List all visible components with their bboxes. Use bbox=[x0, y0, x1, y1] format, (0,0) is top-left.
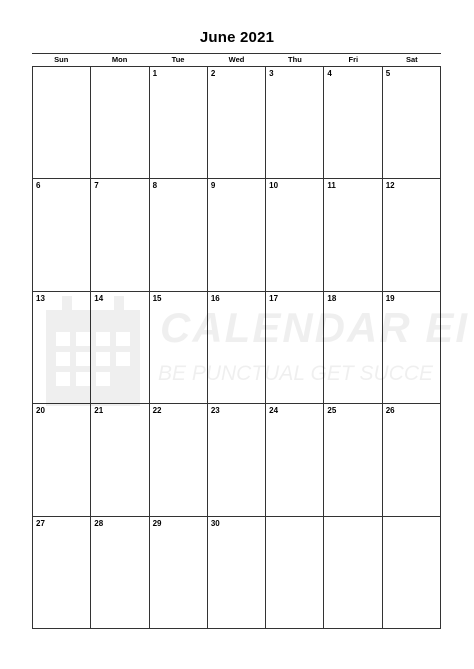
weekday-wed: Wed bbox=[228, 55, 245, 64]
day-number: 23 bbox=[210, 406, 220, 416]
day-cell bbox=[91, 292, 149, 404]
weekday-sat: Sat bbox=[405, 55, 418, 64]
day-number: 28 bbox=[94, 518, 104, 528]
day-cell bbox=[33, 67, 91, 179]
day-cell bbox=[150, 404, 208, 516]
day-cell bbox=[383, 292, 441, 404]
weekday-fri: Fri bbox=[348, 55, 359, 64]
day-number: 29 bbox=[152, 518, 162, 528]
day-cell bbox=[383, 179, 441, 291]
day-number: 11 bbox=[327, 181, 336, 191]
day-cell bbox=[150, 517, 208, 629]
day-number: 30 bbox=[210, 518, 220, 528]
day-number: 8 bbox=[152, 181, 158, 191]
day-number: 4 bbox=[327, 69, 332, 78]
day-number: 22 bbox=[152, 406, 162, 416]
day-number: 14 bbox=[94, 293, 104, 303]
weekday-mon: Mon bbox=[111, 55, 128, 64]
day-cell bbox=[324, 67, 382, 179]
day-cell bbox=[91, 404, 149, 516]
day-cell bbox=[33, 404, 91, 516]
day-number: 15 bbox=[152, 293, 162, 303]
day-cell bbox=[383, 517, 441, 629]
day-cell bbox=[324, 179, 382, 291]
weekday-thu: Thu bbox=[288, 55, 302, 64]
day-number: 3 bbox=[269, 69, 274, 78]
day-cell bbox=[150, 179, 208, 291]
day-number: 10 bbox=[269, 181, 279, 191]
day-number: 9 bbox=[210, 181, 216, 191]
day-cell bbox=[266, 292, 324, 404]
day-cell bbox=[324, 404, 382, 516]
weekday-sun: Sun bbox=[54, 55, 69, 64]
day-cell bbox=[324, 292, 382, 404]
day-cell bbox=[208, 517, 266, 629]
day-cell bbox=[208, 179, 266, 291]
day-cell bbox=[208, 67, 266, 179]
day-cell bbox=[91, 517, 149, 629]
day-number: 26 bbox=[385, 406, 395, 416]
day-cell bbox=[33, 517, 91, 629]
day-cell bbox=[208, 292, 266, 404]
day-number: 12 bbox=[385, 181, 395, 191]
day-cell bbox=[208, 404, 266, 516]
day-cell bbox=[383, 67, 441, 179]
day-number: 1 bbox=[152, 69, 158, 78]
day-cell bbox=[266, 517, 324, 629]
day-number: 5 bbox=[385, 69, 391, 78]
day-number: 7 bbox=[94, 181, 99, 191]
day-cell bbox=[324, 517, 382, 629]
day-cell bbox=[266, 404, 324, 516]
weekday-tue: Tue bbox=[171, 55, 185, 64]
day-number: 24 bbox=[269, 406, 279, 416]
day-number: 20 bbox=[36, 406, 45, 416]
day-grid bbox=[32, 66, 441, 629]
day-number: 19 bbox=[385, 293, 395, 303]
day-cell bbox=[150, 67, 208, 179]
day-number: 13 bbox=[36, 293, 45, 303]
day-number: 16 bbox=[210, 293, 220, 303]
day-number: 27 bbox=[36, 518, 45, 528]
day-number: 18 bbox=[327, 293, 337, 303]
day-cell bbox=[266, 67, 324, 179]
day-cell bbox=[33, 179, 91, 291]
day-cell bbox=[150, 292, 208, 404]
day-cell bbox=[33, 292, 91, 404]
day-cell bbox=[91, 179, 149, 291]
day-cell bbox=[91, 67, 149, 179]
day-cell bbox=[383, 404, 441, 516]
day-cell bbox=[266, 179, 324, 291]
day-number: 25 bbox=[327, 406, 337, 416]
day-number: 2 bbox=[210, 69, 216, 78]
calendar-grid bbox=[32, 53, 441, 629]
watermark-title: CALENDAR EI bbox=[160, 304, 470, 351]
watermark-subtitle: BE PUNCTUAL GET SUCCE bbox=[158, 362, 433, 385]
page-title: June 2021 bbox=[199, 29, 275, 46]
day-number: 17 bbox=[269, 293, 279, 303]
day-number: 6 bbox=[36, 181, 41, 191]
weekday-header-row bbox=[32, 53, 441, 66]
day-number: 21 bbox=[94, 406, 104, 416]
